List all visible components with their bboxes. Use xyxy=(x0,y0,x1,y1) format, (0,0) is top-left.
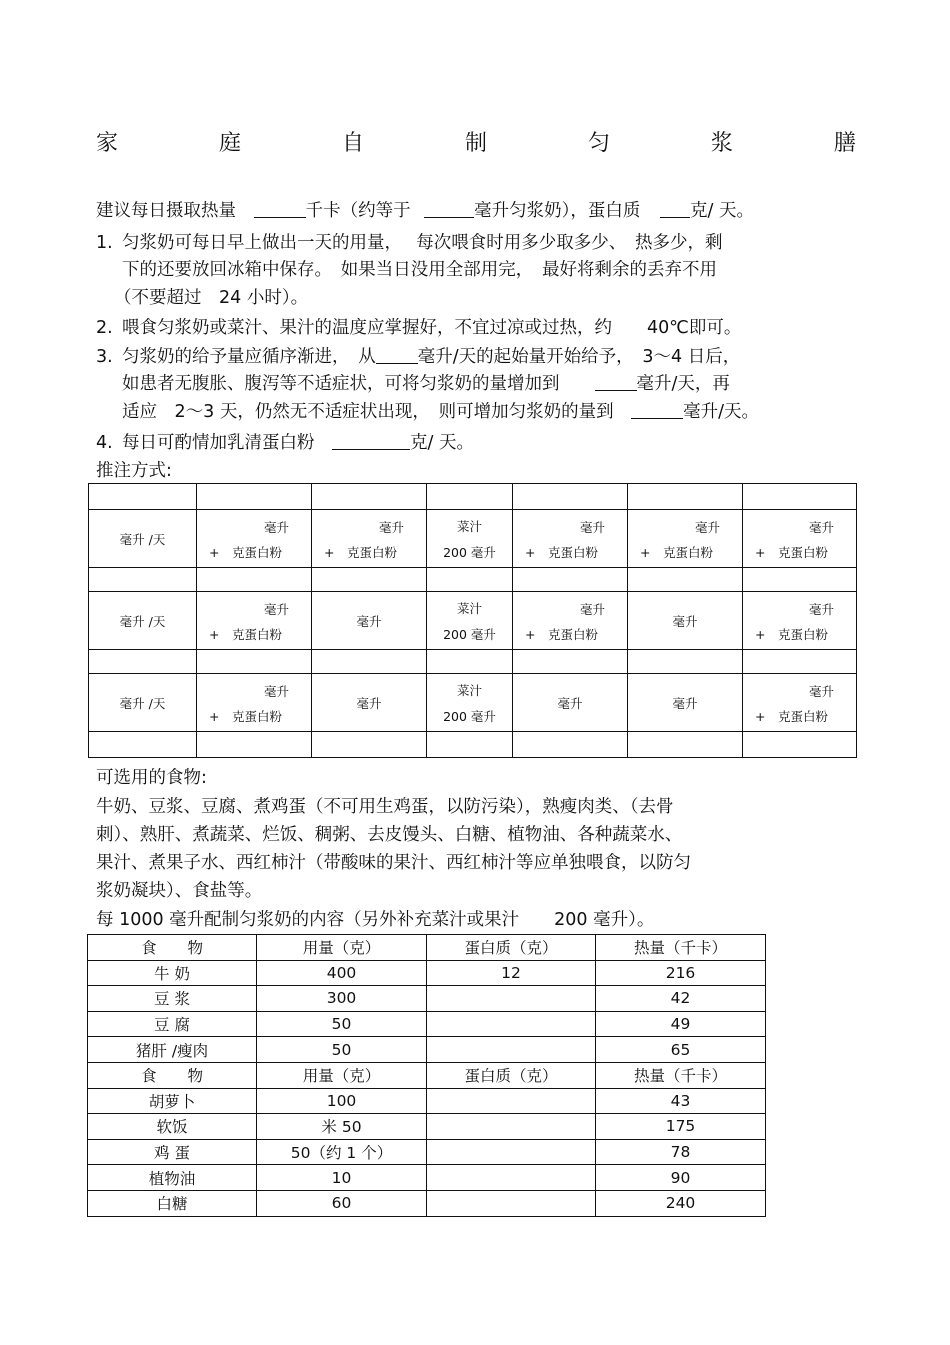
calorie-cell: 78 xyxy=(596,1139,766,1165)
amount-cell: 400 xyxy=(257,960,427,986)
plus-sign: + xyxy=(640,545,651,560)
table-cell xyxy=(628,674,743,732)
food-name: 白糖 xyxy=(88,1190,257,1216)
column-header: 用量（克） xyxy=(257,1062,427,1088)
table-row xyxy=(88,1088,766,1114)
protein-cell xyxy=(427,1114,596,1140)
column-header: 蛋白质（克） xyxy=(427,935,596,961)
list-item xyxy=(96,344,740,370)
milk-volume-blank[interactable] xyxy=(424,199,474,218)
table-cell xyxy=(197,592,312,650)
protein-label: 克蛋白粉 xyxy=(548,627,599,642)
injection-schedule-table xyxy=(88,483,857,758)
plus-sign: + xyxy=(755,545,766,560)
item-text: 每日可酌情加乳清蛋白粉 xyxy=(122,433,332,453)
table-row xyxy=(88,1011,766,1037)
plus-sign: + xyxy=(209,627,220,642)
ml-label: 毫升 xyxy=(356,695,382,711)
protein-cell xyxy=(427,986,596,1012)
amount-cell: 50 xyxy=(257,1011,427,1037)
amount-cell: 50 xyxy=(257,1037,427,1063)
foods-heading xyxy=(96,765,207,791)
foods-paragraph-line xyxy=(96,850,691,876)
protein-label: 克蛋白粉 xyxy=(232,709,283,724)
table-cell[interactable] xyxy=(743,484,857,510)
table-cell xyxy=(743,674,857,732)
column-header: 用量（克） xyxy=(257,935,427,961)
plus-sign: + xyxy=(755,709,766,724)
amount-cell: 100 xyxy=(257,1088,427,1114)
item-number: 3. xyxy=(96,347,113,367)
table-cell xyxy=(89,674,197,732)
table-cell[interactable] xyxy=(197,484,312,510)
table-cell[interactable] xyxy=(743,568,857,592)
calorie-cell: 240 xyxy=(596,1190,766,1216)
item-number: 4. xyxy=(96,433,113,453)
table-row xyxy=(89,650,857,674)
ml-label: 毫升 xyxy=(808,520,834,535)
table-row xyxy=(88,1037,766,1063)
table-cell xyxy=(743,510,857,568)
whey-protein-blank[interactable] xyxy=(332,431,410,450)
table-row xyxy=(88,1139,766,1165)
table-cell xyxy=(513,592,628,650)
table-cell xyxy=(513,510,628,568)
calorie-cell: 65 xyxy=(596,1037,766,1063)
table-cell xyxy=(427,510,513,568)
protein-label: 克蛋白粉 xyxy=(347,545,398,560)
amount-cell: 米 50 xyxy=(257,1114,427,1140)
list-item xyxy=(96,315,741,341)
table-cell[interactable] xyxy=(513,650,628,674)
protein-cell xyxy=(427,1037,596,1063)
item-number: 2. xyxy=(96,318,113,338)
table-row xyxy=(88,1165,766,1191)
calorie-cell: 175 xyxy=(596,1114,766,1140)
table-row xyxy=(89,484,857,510)
item-text: （不要超过 24 小时）。 xyxy=(114,288,309,308)
increase-volume-blank[interactable] xyxy=(595,372,637,391)
table-cell[interactable] xyxy=(743,732,857,758)
list-item-cont xyxy=(122,371,730,397)
calorie-cell: 216 xyxy=(596,960,766,986)
list-item xyxy=(96,430,474,456)
table-cell xyxy=(743,592,857,650)
table-row xyxy=(89,510,857,568)
table-cell[interactable] xyxy=(312,732,427,758)
protein-cell xyxy=(427,1165,596,1191)
table-cell xyxy=(628,510,743,568)
table-cell xyxy=(89,592,197,650)
table-cell[interactable] xyxy=(743,650,857,674)
food-name: 牛 奶 xyxy=(88,960,257,986)
page-title xyxy=(96,126,856,158)
table-cell[interactable] xyxy=(513,568,628,592)
foods-paragraph-line xyxy=(96,878,262,904)
table-cell[interactable] xyxy=(628,484,743,510)
amount-cell: 300 xyxy=(257,986,427,1012)
juice-amount: 200 毫升 xyxy=(443,709,496,724)
table-cell xyxy=(312,510,427,568)
column-header: 热量（千卡） xyxy=(596,1062,766,1088)
unit-label: 毫升 /天 xyxy=(119,613,166,629)
table-row xyxy=(89,732,857,758)
paragraph-text: 刺）、熟肝、煮蔬菜、烂饭、稠粥、去皮馒头、白糖、植物油、各种蔬菜水、 xyxy=(96,825,683,845)
column-header: 蛋白质（克） xyxy=(427,1062,596,1088)
table-cell[interactable] xyxy=(197,732,312,758)
table-cell[interactable] xyxy=(89,732,197,758)
food-name: 豆 腐 xyxy=(88,1011,257,1037)
calorie-cell: 43 xyxy=(596,1088,766,1114)
protein-cell xyxy=(427,1190,596,1216)
table-cell[interactable] xyxy=(427,650,513,674)
ml-label: 毫升 xyxy=(808,684,834,699)
list-item-cont xyxy=(114,285,308,311)
table-cell xyxy=(427,592,513,650)
intro-line xyxy=(96,198,754,224)
table-cell[interactable] xyxy=(89,484,197,510)
table-cell[interactable] xyxy=(197,568,312,592)
foods-paragraph-line xyxy=(96,794,674,820)
unit-label: 毫升 /天 xyxy=(119,531,166,547)
calorie-cell: 49 xyxy=(596,1011,766,1037)
juice-label: 菜汁 xyxy=(456,601,482,616)
food-name: 豆 浆 xyxy=(88,986,257,1012)
protein-label: 克蛋白粉 xyxy=(232,545,283,560)
protein-cell: 12 xyxy=(427,960,596,986)
intro-text: 千卡（约等于 xyxy=(305,201,411,221)
protein-label: 克蛋白粉 xyxy=(778,627,829,642)
item-text: 毫升/天的起始量开始给予， 3～4 日后， xyxy=(417,347,741,367)
protein-cell xyxy=(427,1088,596,1114)
ml-label: 毫升 xyxy=(263,602,289,617)
food-name: 猪肝 /瘦肉 xyxy=(88,1037,257,1063)
table-cell xyxy=(312,592,427,650)
section-heading: 可选用的食物: xyxy=(96,768,207,788)
plus-sign: + xyxy=(525,627,536,642)
injection-heading xyxy=(96,458,172,484)
amount-cell: 50（约 1 个） xyxy=(257,1139,427,1165)
table-row xyxy=(89,592,857,650)
amount-cell: 60 xyxy=(257,1190,427,1216)
food-name: 软饭 xyxy=(88,1114,257,1140)
item-text: 毫升/天。 xyxy=(683,402,759,422)
paragraph-text: 每 1000 毫升配制匀浆奶的内容（另外补充菜汁或果汁 200 毫升）。 xyxy=(96,910,655,930)
ml-label: 毫升 xyxy=(579,602,605,617)
plus-sign: + xyxy=(755,627,766,642)
ml-label: 毫升 xyxy=(579,520,605,535)
item-number: 1. xyxy=(96,233,113,253)
intro-text: 建议每日摄取热量 xyxy=(96,201,236,221)
table-cell[interactable] xyxy=(89,568,197,592)
table-header-row xyxy=(88,935,766,961)
table-cell xyxy=(513,674,628,732)
plus-sign: + xyxy=(209,545,220,560)
foods-paragraph-line xyxy=(96,822,682,848)
table-cell xyxy=(427,674,513,732)
item-text: 喂食匀浆奶或菜汁、果汁的温度应掌握好，不宜过凉或过热，约 40℃即可。 xyxy=(122,318,742,338)
item-text: 毫升/天，再 xyxy=(636,374,730,394)
table-cell[interactable] xyxy=(513,732,628,758)
juice-label: 菜汁 xyxy=(456,519,482,534)
plus-sign: + xyxy=(525,545,536,560)
ml-label: 毫升 xyxy=(378,520,404,535)
paragraph-text: 浆奶凝块）、食盐等。 xyxy=(96,881,263,901)
ml-label: 毫升 xyxy=(263,684,289,699)
table-header-row xyxy=(88,1062,766,1088)
food-name: 植物油 xyxy=(88,1165,257,1191)
protein-label: 克蛋白粉 xyxy=(778,545,829,560)
item-text: 适应 2～3 天，仍然无不适症状出现， 则可增加匀浆奶的量到 xyxy=(122,402,632,422)
table-cell xyxy=(628,592,743,650)
list-item-cont xyxy=(122,257,717,283)
final-volume-blank[interactable] xyxy=(631,400,683,419)
column-header: 食 物 xyxy=(88,935,257,961)
table-cell[interactable] xyxy=(628,568,743,592)
ml-label: 毫升 xyxy=(808,602,834,617)
unit-label: 毫升 /天 xyxy=(119,695,166,711)
food-composition-table xyxy=(87,934,766,1217)
ml-label: 毫升 xyxy=(672,613,698,629)
plus-sign: + xyxy=(324,545,335,560)
title-char: 庭 xyxy=(218,131,241,156)
title-char: 自 xyxy=(341,131,364,156)
table-cell xyxy=(197,510,312,568)
item-text: 匀浆奶可每日早上做出一天的用量， 每次喂食时用多少取多少、 热多少，剩 xyxy=(122,233,723,253)
recipe-line xyxy=(96,907,654,933)
table-row xyxy=(89,674,857,732)
intro-text: 毫升匀浆奶），蛋白质 xyxy=(474,201,641,221)
table-cell xyxy=(312,674,427,732)
table-cell[interactable] xyxy=(628,650,743,674)
title-char: 家 xyxy=(96,131,119,156)
food-name: 鸡 蛋 xyxy=(88,1139,257,1165)
ml-label: 毫升 xyxy=(356,613,382,629)
title-char: 浆 xyxy=(710,131,733,156)
table-row xyxy=(88,1114,766,1140)
table-cell[interactable] xyxy=(427,732,513,758)
ml-label: 毫升 xyxy=(694,520,720,535)
calorie-cell: 42 xyxy=(596,986,766,1012)
protein-cell xyxy=(427,1011,596,1037)
item-text: 下的还要放回冰箱中保存。 如果当日没用全部用完， 最好将剩余的丢弃不用 xyxy=(122,260,717,280)
section-heading: 推注方式: xyxy=(96,461,172,481)
title-char: 匀 xyxy=(587,131,610,156)
juice-amount: 200 毫升 xyxy=(443,545,496,560)
ml-label: 毫升 xyxy=(557,695,583,711)
table-cell xyxy=(89,510,197,568)
table-cell[interactable] xyxy=(427,484,513,510)
protein-blank[interactable] xyxy=(660,199,690,218)
table-row xyxy=(88,960,766,986)
table-cell[interactable] xyxy=(197,650,312,674)
table-row xyxy=(89,568,857,592)
table-cell[interactable] xyxy=(312,568,427,592)
list-item xyxy=(96,230,723,256)
juice-amount: 200 毫升 xyxy=(443,627,496,642)
protein-cell xyxy=(427,1139,596,1165)
calorie-blank[interactable] xyxy=(254,199,306,218)
title-char: 膳 xyxy=(833,131,856,156)
table-cell[interactable] xyxy=(312,484,427,510)
table-cell[interactable] xyxy=(89,650,197,674)
juice-label: 菜汁 xyxy=(456,683,482,698)
paragraph-text: 牛奶、豆浆、豆腐、煮鸡蛋（不可用生鸡蛋，以防污染），熟瘦肉类、（去骨 xyxy=(96,797,674,817)
column-header: 热量（千卡） xyxy=(596,935,766,961)
table-cell[interactable] xyxy=(427,568,513,592)
ml-label: 毫升 xyxy=(263,520,289,535)
intro-text: 克/ 天。 xyxy=(689,201,754,221)
item-text: 匀浆奶的给予量应循序渐进， 从 xyxy=(122,347,376,367)
item-text: 克/ 天。 xyxy=(410,433,474,453)
list-item-cont xyxy=(122,399,759,425)
column-header: 食 物 xyxy=(88,1062,257,1088)
item-text: 如患者无腹胀、腹泻等不适症状，可将匀浆奶的量增加到 xyxy=(122,374,595,394)
protein-label: 克蛋白粉 xyxy=(548,545,599,560)
protein-label: 克蛋白粉 xyxy=(778,709,829,724)
table-row xyxy=(88,1190,766,1216)
table-cell xyxy=(197,674,312,732)
ml-label: 毫升 xyxy=(672,695,698,711)
table-cell[interactable] xyxy=(513,484,628,510)
protein-label: 克蛋白粉 xyxy=(232,627,283,642)
calorie-cell: 90 xyxy=(596,1165,766,1191)
table-cell[interactable] xyxy=(628,732,743,758)
title-char: 制 xyxy=(464,131,487,156)
protein-label: 克蛋白粉 xyxy=(663,545,714,560)
start-volume-blank[interactable] xyxy=(376,345,418,364)
food-name: 胡萝卜 xyxy=(88,1088,257,1114)
table-row xyxy=(88,986,766,1012)
paragraph-text: 果汁、煮果子水、西红柿汁（带酸味的果汁、西红柿汁等应单独喂食，以防匀 xyxy=(96,853,691,873)
table-cell[interactable] xyxy=(312,650,427,674)
plus-sign: + xyxy=(209,709,220,724)
amount-cell: 10 xyxy=(257,1165,427,1191)
